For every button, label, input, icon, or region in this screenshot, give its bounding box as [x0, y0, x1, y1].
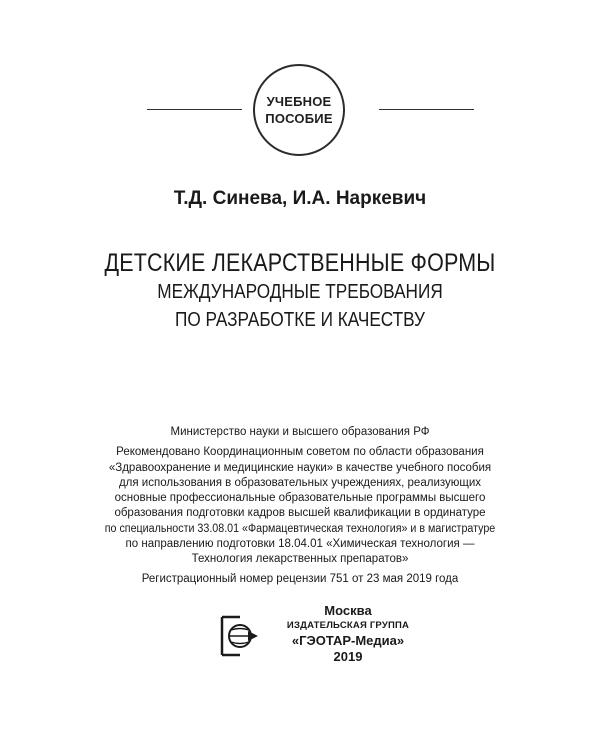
approval-line: образования подготовки кадров высшей квалификации в ординатуре: [114, 507, 486, 520]
badge-divider-left: [147, 109, 242, 110]
textbook-badge: [253, 64, 345, 156]
publisher-name: «ГЭОТАР-Медиа»: [291, 633, 405, 648]
book-title: [0, 248, 600, 334]
publisher-text: [258, 603, 438, 665]
title-main: ДЕТСКИЕ ЛЕКАРСТВЕННЫЕ ФОРМЫ: [104, 249, 496, 277]
approval-line: «Здравоохранение и медицинские науки» в качестве учебного пособия: [108, 461, 492, 474]
authors: Т.Д. Синева, И.А. Наркевич: [173, 188, 427, 209]
publisher-block: [218, 603, 438, 673]
textbook-badge-area: [0, 64, 600, 156]
publisher-group: ИЗДАТЕЛЬСКАЯ ГРУППА: [286, 620, 410, 631]
approval-line: Рекомендовано Координационным советом по области образования: [116, 446, 484, 459]
registration-line: Регистрационный номер рецензии 751 от 23 мая 2019 года: [141, 572, 459, 585]
badge-divider-right: [379, 109, 474, 110]
approval-line: по направлению подготовки 18.04.01 «Химическая технология —: [125, 538, 475, 551]
publisher-city: Москва: [324, 603, 372, 618]
publication-year: 2019: [333, 649, 363, 664]
approval-line: Технология лекарственных препаратов»: [191, 553, 409, 566]
approval-line: для использования в образовательных учреждениях, реализующих: [118, 476, 482, 489]
approval-line: по специальности 33.08.01 «Фармацевтическая технология» и в магистратуре: [104, 522, 496, 535]
title-subtitle-line-2: ПО РАЗРАБОТКЕ И КАЧЕСТВУ: [175, 309, 425, 331]
badge-line-2: ПОСОБИЕ: [265, 111, 333, 126]
badge-line-1: УЧЕБНОЕ: [266, 94, 332, 109]
approval-statement: [0, 425, 600, 587]
title-subtitle-line-1: МЕЖДУНАРОДНЫЕ ТРЕБОВАНИЯ: [157, 281, 443, 303]
approval-line: основные профессиональные образовательные программы высшего: [114, 492, 486, 505]
ministry-line: Министерство науки и высшего образования РФ: [170, 426, 430, 438]
